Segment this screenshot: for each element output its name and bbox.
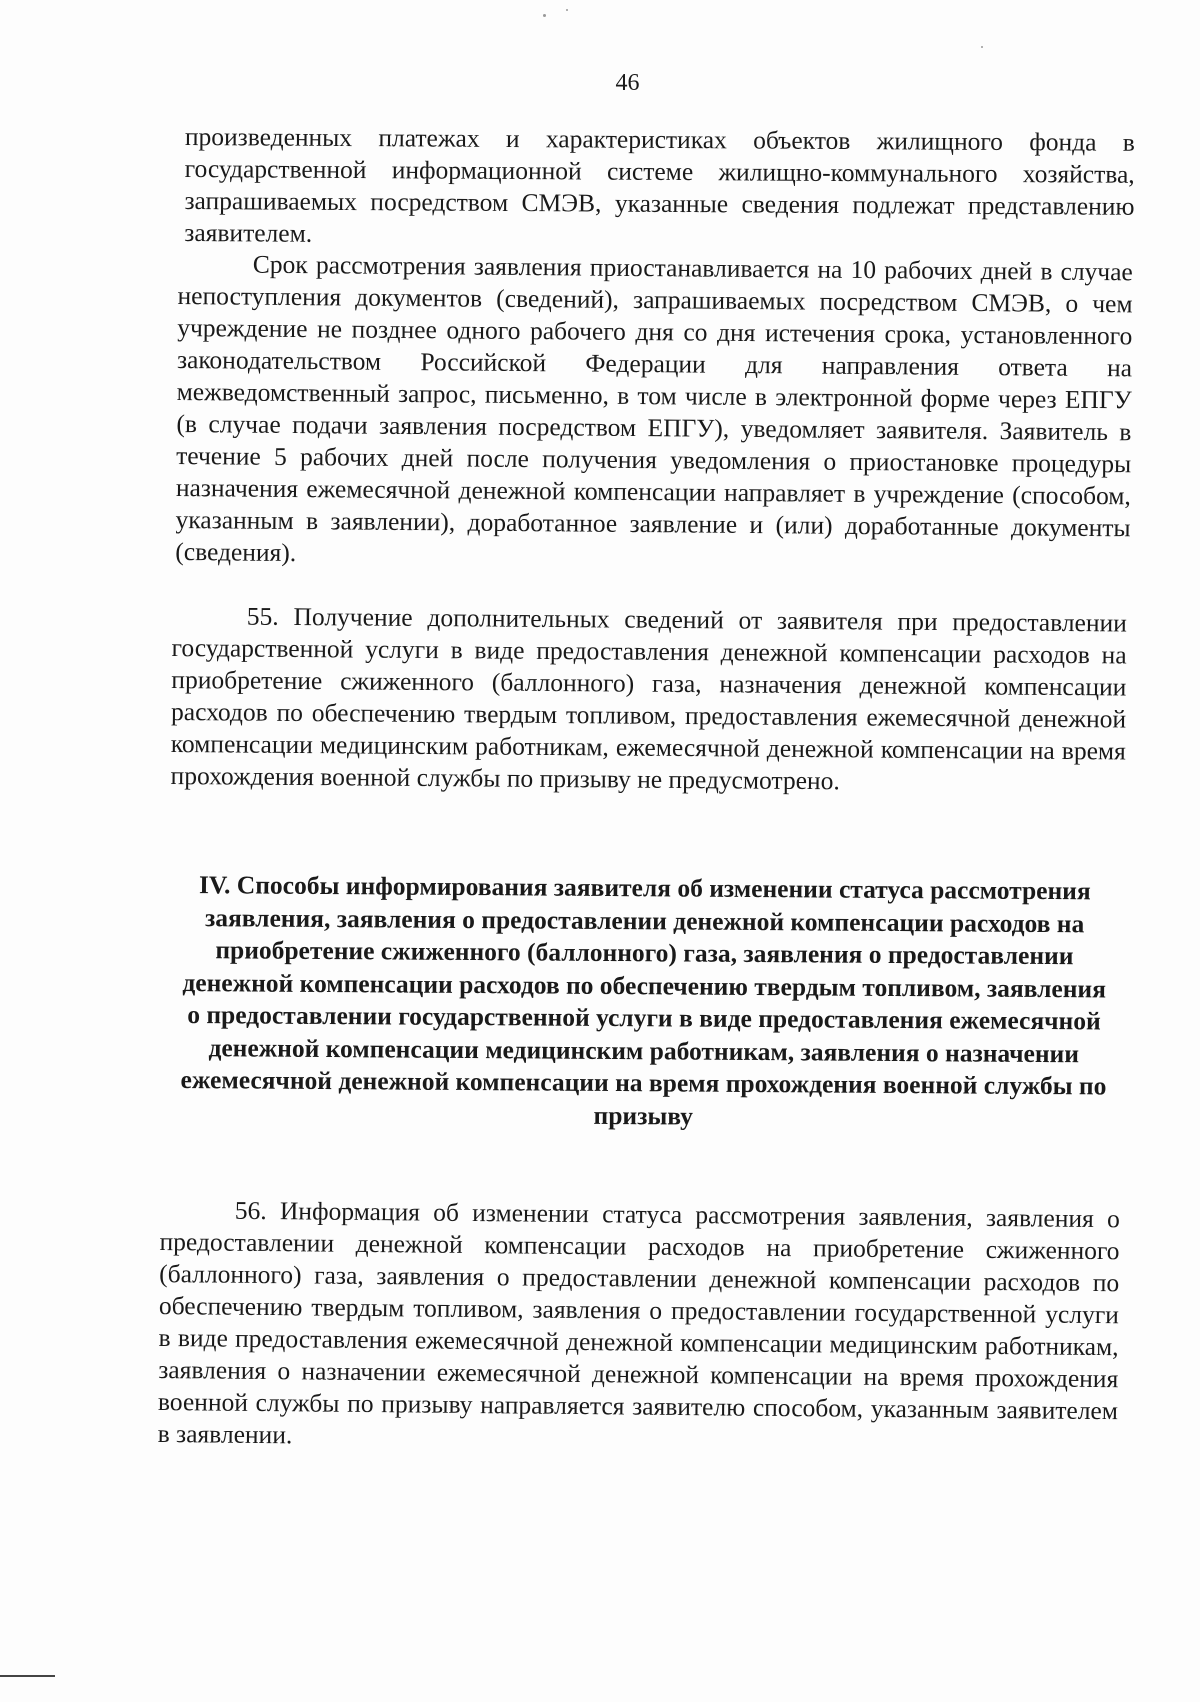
scan-edge-mark (0, 1675, 55, 1677)
scan-dust (566, 9, 568, 11)
paragraph-suspension-term (175, 248, 1133, 576)
paragraph-text: 55. Получение дополнительных сведений от заявителя при предоставлении государственной услуги в виде предоставления денежной компенсации расходов на приобретение сжиженного (баллонного) газа, назначения денежной компенсации расходов по обеспечению твердым топливом, предоставления ежемесячной денежной компенсации медицинским работникам, ежемесячной денежной компенсации на время прохождения военной службы по призыву не предусмотрено. (170, 601, 1127, 796)
paragraph-56 (158, 1194, 1120, 1459)
scan-dust (543, 14, 546, 17)
paragraph-text: произведенных платежах и характеристиках объектов жилищного фонда в государственной информационной системе жилищно-коммунального хозяйства, запрашиваемых посредством СМЭВ, указанные сведения подлежат представлению заявителем. (184, 121, 1135, 248)
paragraph-text: Срок рассмотрения заявления приостанавливается на 10 рабочих дней в случае непоступления документов (сведений), запрашиваемых посредством СМЭВ, о чем учреждение не позднее одного рабочего дня со дня истечения срока, установленного законодательством Российской Федерации для направления ответа на межведомственный запрос, письменно, в том числе в электронной форме через ЕПГУ (в случае подачи заявления посредством ЕПГУ), уведомляет заявителя. Заявитель в течение 5 рабочих дней после получения уведомления о приостановке процедуры назначения ежемесячной денежной компенсации направляет в учреждение (способом, указанным в заявлении), доработанное заявление и (или) доработанные документы (сведения). (175, 249, 1133, 568)
scan-dust (981, 46, 983, 48)
page-number: 46 (615, 70, 640, 96)
paragraph-continuation (184, 121, 1135, 255)
paragraph-text: 56. Информация об изменении статуса рассмотрения заявления, заявления о предоставлении денежной компенсации расходов на приобретение сжиженного (баллонного) газа, заявления о предоставлении денежной компенсации расходов по обеспечению твердым топливом, заявления о предоставлении государственной услуги в виде предоставления ежемесячной денежной компенсации медицинским работникам, заявления о назначении ежемесячной денежной компенсации на время прохождения военной службы по призыву направляется заявителю способом, указанным заявителем в заявлении. (157, 1195, 1120, 1450)
paragraph-55 (170, 600, 1126, 799)
section-heading: IV. Способы информирования заявителя об изменении статуса рассмотрения заявления, заявления о предоставлении денежной компенсации расходов на приобретение сжиженного (баллонного) газа, заявления о предоставлении денежной компенсации расходов по обеспечению твердым топливом, заявления о предоставлении государственной услуги в виде предоставления ежемесячной денежной компенсации медицинским работникам, заявления о назначении ежемесячной денежной компенсации на время прохождения военной службы по призыву (180, 870, 1107, 1131)
